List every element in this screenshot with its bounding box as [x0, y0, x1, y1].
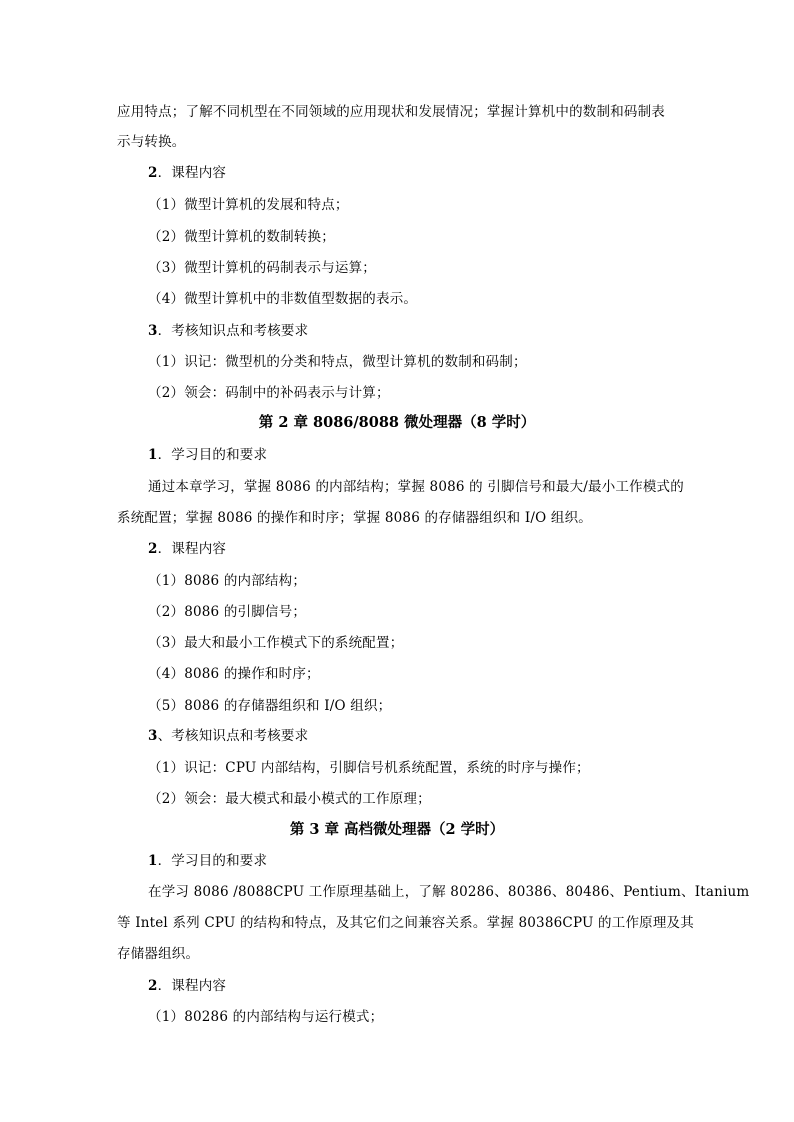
- list-item: （4）8086 的操作和时序；: [148, 666, 320, 682]
- item-text: ．学习目的和要求: [157, 853, 268, 869]
- item-text: ．学习目的和要求: [157, 447, 268, 463]
- item-text: ．课程内容: [157, 165, 227, 181]
- section-subheading: [148, 727, 708, 745]
- list-item: （5）8086 的存储器组织和 I/O 组织；: [148, 698, 392, 714]
- section-subheading: [148, 322, 708, 340]
- item-number: 3: [148, 728, 158, 744]
- list-item: （3）微型计算机的码制表示与运算；: [148, 260, 376, 276]
- section-subheading: [148, 852, 708, 870]
- list-item: （1）80286 的内部结构与运行模式；: [148, 1009, 384, 1025]
- section-subheading: [148, 164, 708, 182]
- section-subheading: [148, 977, 708, 995]
- chapter-heading: 第 3 章 高档微处理器（2 学时）: [289, 821, 505, 838]
- list-item: （2）领会：最大模式和最小模式的工作原理；: [148, 791, 431, 807]
- item-number: 1: [148, 447, 158, 463]
- item-text: ．考核知识点和考核要求: [157, 323, 309, 339]
- section-subheading: [148, 540, 708, 558]
- item-number: 3: [148, 323, 158, 339]
- item-text: 、考核知识点和考核要求: [157, 728, 309, 744]
- item-number: 2: [148, 978, 158, 994]
- paragraph-line: 系统配置；掌握 8086 的操作和时序；掌握 8086 的存储器组织和 I/O 组织。: [117, 510, 593, 526]
- item-number: 2: [148, 541, 158, 557]
- paragraph-line: 示与转换。: [117, 134, 186, 150]
- list-item: （1）微型计算机的发展和特点；: [148, 197, 349, 213]
- paragraph-line: 通过本章学习，掌握 8086 的内部结构；掌握 8086 的 引脚信号和最大/最小工作模式的: [148, 479, 684, 495]
- list-item: （4）微型计算机中的非数值型数据的表示。: [148, 291, 418, 307]
- list-item: （3）最大和最小工作模式下的系统配置；: [148, 635, 404, 651]
- paragraph-line: 存储器组织。: [117, 946, 200, 962]
- list-item: （1）识记：微型机的分类和特点，微型计算机的数制和码制；: [148, 354, 527, 370]
- list-item: （2）微型计算机的数制转换；: [148, 229, 335, 245]
- paragraph-line: 在学习 8086 /8088CPU 工作原理基础上，了解 80286、80386、80486、Pentium、Itanium: [148, 884, 750, 900]
- item-number: 1: [148, 853, 158, 869]
- chapter-heading: 第 2 章 8086/8088 微处理器（8 学时）: [258, 414, 536, 431]
- paragraph-line: 等 Intel 系列 CPU 的结构和特点，及其它们之间兼容关系。掌握 80386CPU 的工作原理及其: [117, 915, 694, 931]
- list-item: （1）识记：CPU 内部结构，引脚信号机系统配置，系统的时序与操作；: [148, 760, 590, 776]
- list-item: （2）领会：码制中的补码表示与计算；: [148, 385, 390, 401]
- item-text: ．课程内容: [157, 541, 227, 557]
- section-subheading: [148, 446, 708, 464]
- list-item: （1）8086 的内部结构；: [148, 573, 307, 589]
- paragraph-line: 应用特点；了解不同机型在不同领域的应用现状和发展情况；掌握计算机中的数制和码制表: [117, 104, 665, 120]
- list-item: （2）8086 的引脚信号；: [148, 604, 307, 620]
- item-text: ．课程内容: [157, 978, 227, 994]
- item-number: 2: [148, 165, 158, 181]
